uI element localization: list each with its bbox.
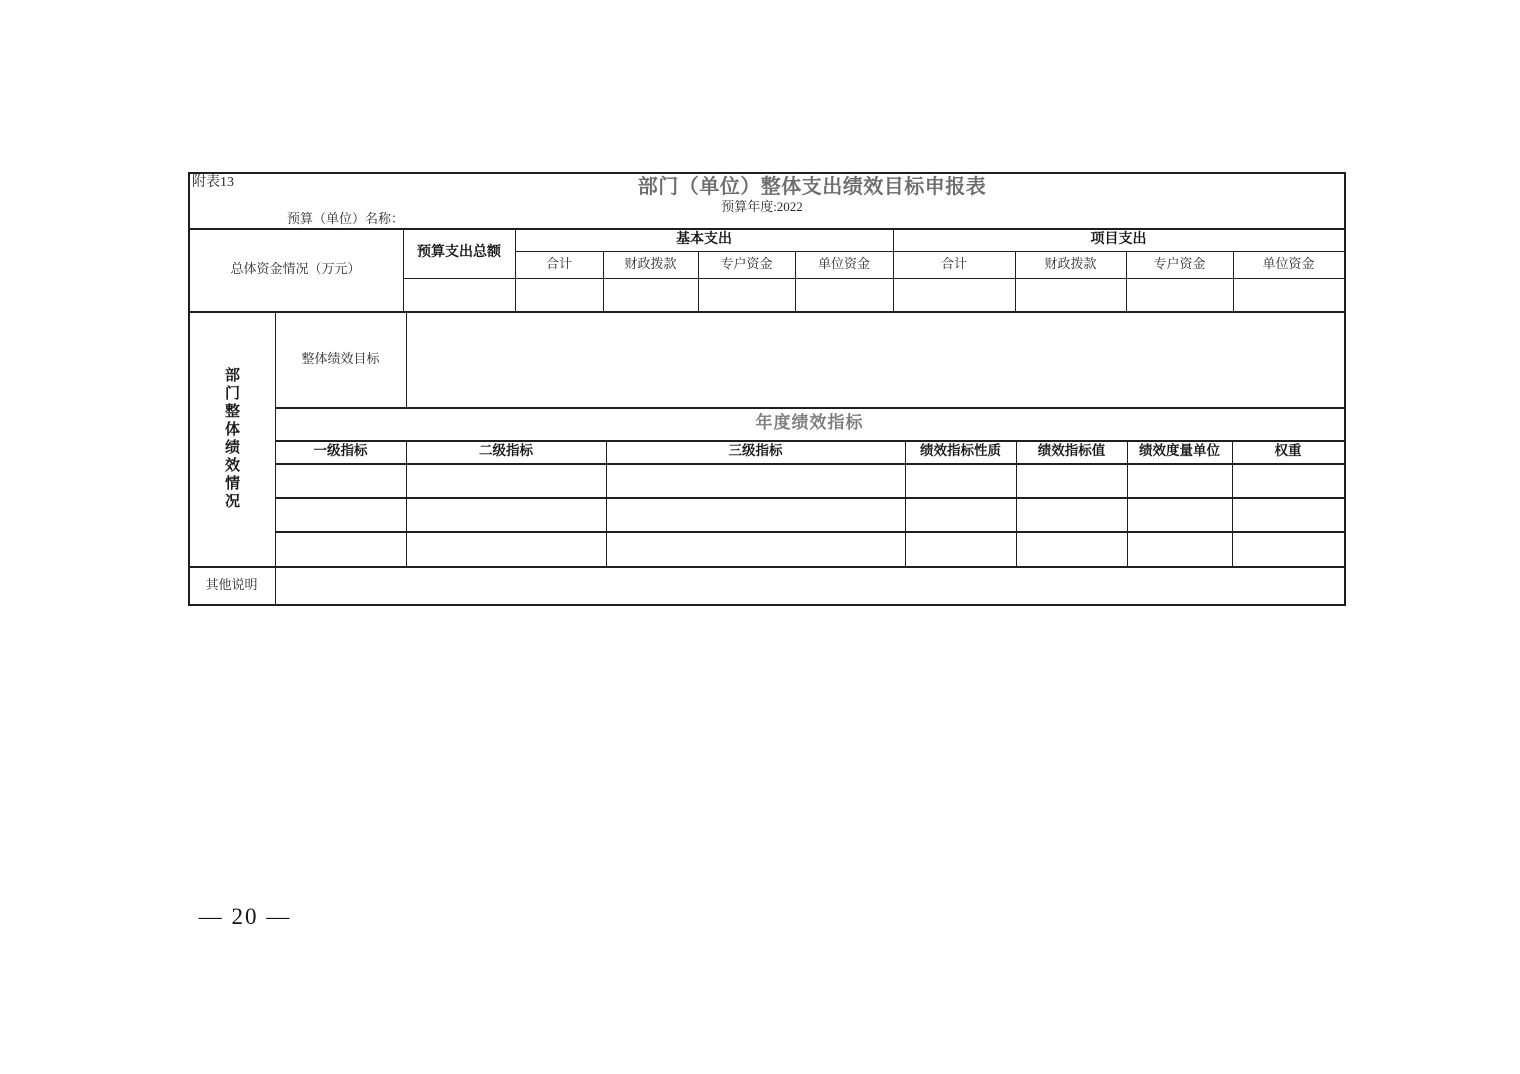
budget-unit-name-label: 预算（单位）名称： [287,210,405,226]
basic-total-header: 合计 [545,256,572,272]
table-border [406,311,407,407]
project-unit-funds-header: 单位资金 [1262,256,1315,272]
project-fiscal-allocation-header: 财政拨款 [1044,256,1097,272]
budget-year-subtitle: 预算年度:2022 [721,198,803,214]
project-total-header: 合计 [940,256,967,272]
page-number: — 20 — [198,903,292,929]
level2-indicator-header: 二级指标 [479,443,533,460]
funds-overview-header: 总体资金情况（万元） [230,261,361,277]
annual-performance-indicators-header: 年度绩效指标 [755,412,864,433]
table-border [188,566,1346,568]
overall-performance-goal-label: 整体绩效目标 [301,350,380,366]
basic-expenditure-group-header: 基本支出 [676,230,732,247]
level1-indicator-header: 一级指标 [313,443,368,460]
budget-total-expenditure-header: 预算支出总额 [417,244,501,261]
table-border [188,604,1346,606]
table-border [403,278,1344,279]
table-border [1344,172,1346,606]
indicator-value-header: 绩效指标值 [1037,443,1106,460]
level3-indicator-header: 三级指标 [728,443,783,460]
weight-header: 权重 [1274,443,1302,460]
basic-special-account-header: 专户资金 [720,256,773,272]
table-border [275,497,1344,499]
project-expenditure-group-header: 项目支出 [1090,230,1147,247]
indicator-nature-header: 绩效指标性质 [920,443,1001,460]
table-border [275,531,1344,533]
table-border [275,463,1344,465]
other-notes-label: 其他说明 [205,576,258,592]
project-special-account-header: 专户资金 [1153,256,1206,272]
indicator-unit-header: 绩效度量单位 [1139,443,1220,460]
basic-fiscal-allocation-header: 财政拨款 [624,256,677,272]
attachment-table-label: 附表13 [192,175,234,191]
basic-unit-funds-header: 单位资金 [817,256,870,272]
department-performance-side-label: 部门整体绩效情况 [223,366,241,511]
form-title: 部门（单位）整体支出绩效目标申报表 [637,173,987,198]
